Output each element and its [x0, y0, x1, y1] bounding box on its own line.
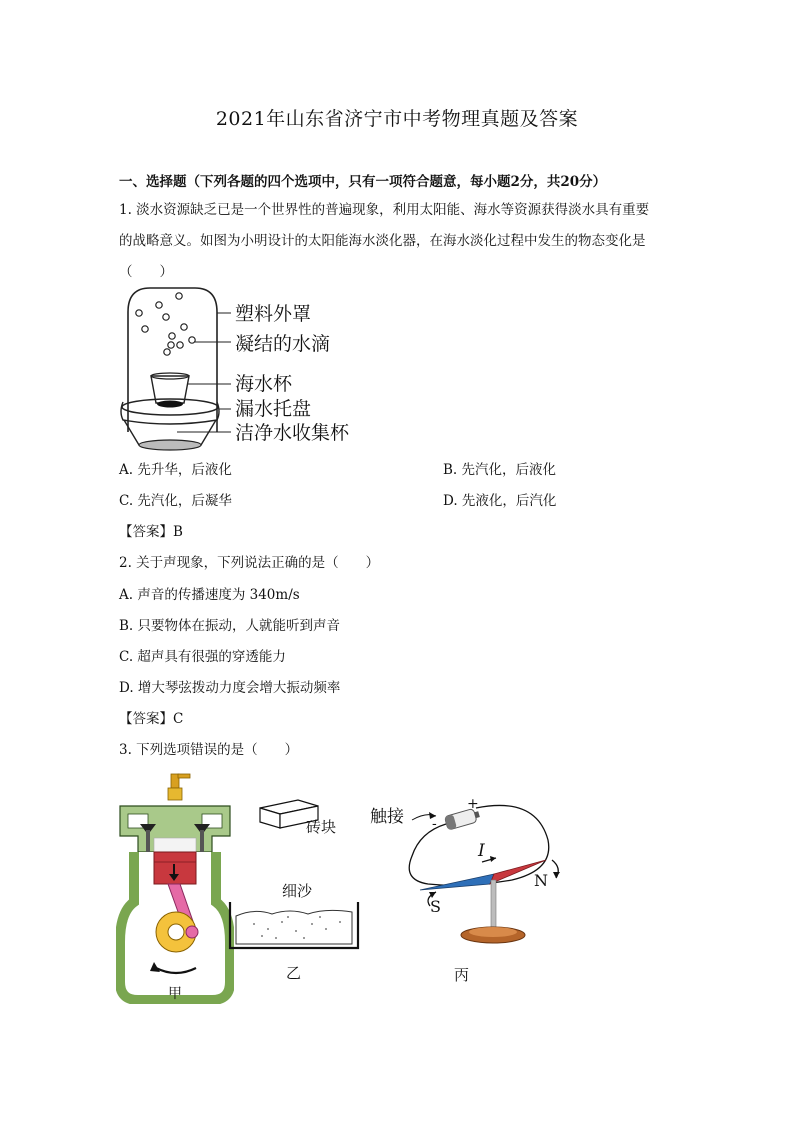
q1-stem-line1: 1. 淡水资源缺乏已是一个世界性的普遍现象，利用太阳能、海水等资源获得淡水具有重要: [119, 202, 650, 218]
q2-stem: 2. 关于声现象，下列说法正确的是（ ）: [119, 555, 380, 571]
q1-stem-line2: 的战略意义。如图为小明设计的太阳能海水淡化器，在海水淡化过程中发生的物态变化是: [119, 233, 646, 249]
caption-yi: 乙: [286, 964, 302, 982]
q2-option-c: C. 超声具有很强的穿透能力: [119, 649, 286, 665]
desalinator-figure: [115, 282, 385, 454]
q1-answer: 【答案】B: [119, 524, 183, 540]
minus-label: -: [432, 816, 437, 832]
q1-option-a: A. 先升华，后液化: [119, 462, 232, 478]
oersted-figure: [366, 794, 578, 988]
plus-label: +: [467, 796, 479, 812]
touch-label: 触接: [370, 807, 404, 827]
label-clean-water-cup: 洁净水收集杯: [235, 422, 350, 444]
q1-stem-line3: （ ）: [119, 264, 173, 280]
q2-option-a: A. 声音的传播速度为 340m/s: [119, 587, 300, 603]
q1-option-d: D. 先液化，后汽化: [443, 493, 557, 509]
caption-bing: 丙: [454, 966, 470, 984]
q1-option-c: C. 先汽化，后凝华: [119, 493, 232, 509]
q2-option-d: D. 增大琴弦拨动力度会增大振动频率: [119, 680, 341, 696]
q3-stem: 3. 下列选项错误的是（ ）: [119, 742, 299, 758]
page-title: 2021年山东省济宁市中考物理真题及答案: [215, 108, 579, 130]
engine-figure: [116, 772, 234, 1004]
q2-answer: 【答案】C: [119, 711, 184, 727]
label-condensed-drops: 凝结的水滴: [235, 333, 331, 355]
brick-label: 砖块: [306, 818, 337, 836]
caption-jia: 甲: [168, 986, 182, 1002]
sand-label: 细沙: [282, 882, 313, 900]
current-label: I: [478, 841, 485, 861]
q1-option-b: B. 先汽化，后液化: [443, 462, 557, 478]
brick-sand-figure: [224, 798, 364, 984]
section-heading: 一、选择题（下列各题的四个选项中，只有一项符合题意，每小题2分，共20分）: [119, 174, 607, 190]
label-seawater-cup: 海水杯: [235, 373, 293, 395]
label-leaking-tray: 漏水托盘: [235, 398, 312, 420]
north-label: N: [534, 871, 548, 890]
label-plastic-cover: 塑料外罩: [235, 303, 312, 325]
q2-option-b: B. 只要物体在振动，人就能听到声音: [119, 618, 341, 634]
south-label: S: [430, 897, 441, 916]
